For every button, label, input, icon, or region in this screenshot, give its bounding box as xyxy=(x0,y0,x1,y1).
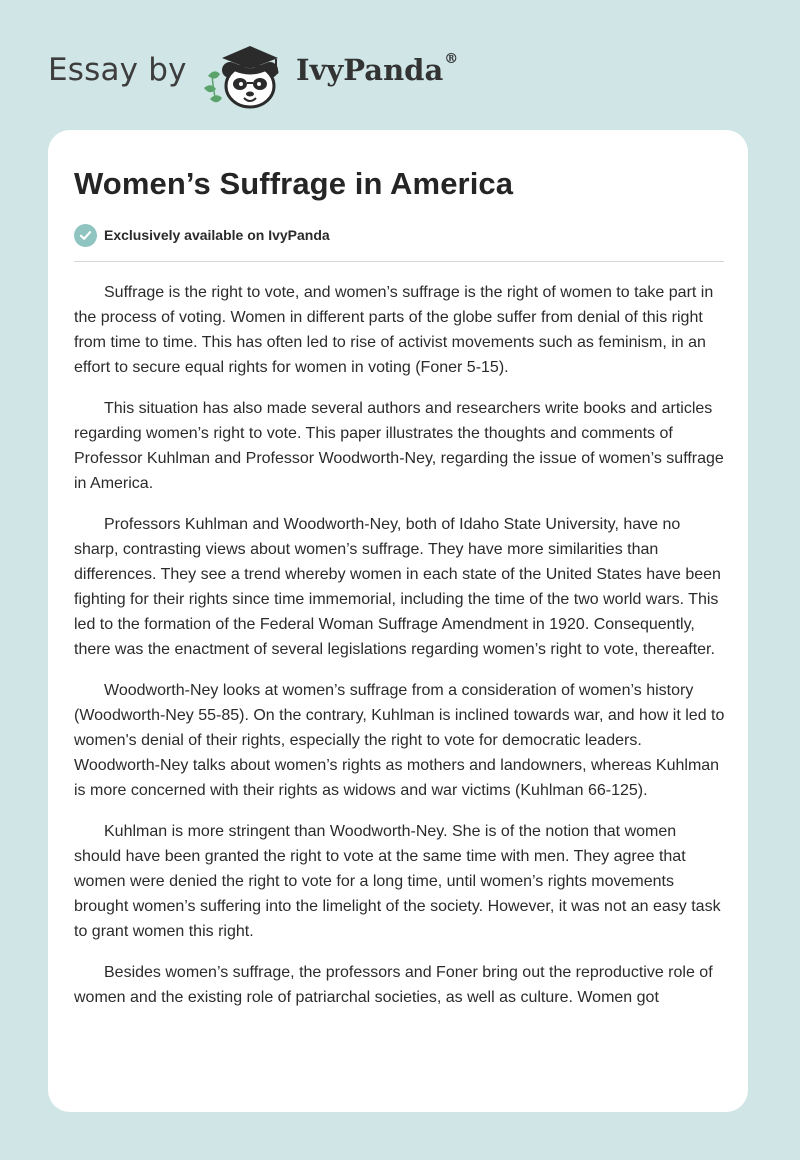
essay-body xyxy=(74,280,725,1026)
paragraph: Besides women’s suffrage, the professors and Foner bring out the reproductive role of women and the existing role of patriarchal societies, as well as culture. Women got xyxy=(74,964,713,1006)
check-circle-icon xyxy=(74,224,97,247)
registered-mark: ® xyxy=(444,51,459,67)
paragraph: Woodworth-Ney looks at women’s suffrage from a consideration of women’s history (Woodworth-Ney 55-85). On the contrary, Kuhlman is inclined towards war, and how it led to women's denial of their rights, especially the right to vote for democratic leaders. Woodworth-Ney talks about women’s rights as mothers and landowners, whereas Kuhlman is more concerned with their rights as widows and war victims (Kuhlman 66-125). xyxy=(74,682,725,799)
panda-graduation-cap-icon[interactable] xyxy=(200,36,292,110)
paragraph: Suffrage is the right to vote, and women’s suffrage is the right of women to take part in the process of voting. Women in different parts of the globe suffer from denial of this right from time to time. This has often led to rise of activist movements such as feminism, in an effort to secure equal rights for women in voting (Foner 5-15). xyxy=(74,284,714,376)
site-header xyxy=(0,0,800,130)
exclusive-badge-label: Exclusively available on IvyPanda xyxy=(104,227,330,243)
brand-name[interactable]: IvyPanda® xyxy=(296,51,459,87)
divider xyxy=(74,261,724,262)
essay-by-label: Essay by xyxy=(48,52,187,88)
paragraph: This situation has also made several authors and researchers write books and articles regarding women’s right to vote. This paper illustrates the thoughts and comments of Professor Kuhlman and Professor Woodworth-Ney, regarding the issue of women’s suffrage in America. xyxy=(74,400,724,492)
essay-card xyxy=(48,130,748,1112)
exclusive-badge xyxy=(74,223,330,247)
page-title: Women’s Suffrage in America xyxy=(74,166,514,201)
paragraph: Professors Kuhlman and Woodworth-Ney, both of Idaho State University, have no sharp, contrasting views about women’s suffrage. They have more similarities than differences. They see a trend whereby women in each state of the United States have been fighting for their rights since time immemorial, including the time of the two world wars. This led to the formation of the Federal Woman Suffrage Amendment in 1920. Consequently, there was the enactment of several legislations regarding women’s right to vote, thereafter. xyxy=(74,516,721,658)
paragraph: Kuhlman is more stringent than Woodworth-Ney. She is of the notion that women should have been granted the right to vote at the same time with men. They agree that women were denied the right to vote for a long time, until women’s rights movements brought women’s suffering into the limelight of the society. However, it was not an easy task to grant women this right. xyxy=(74,823,721,940)
